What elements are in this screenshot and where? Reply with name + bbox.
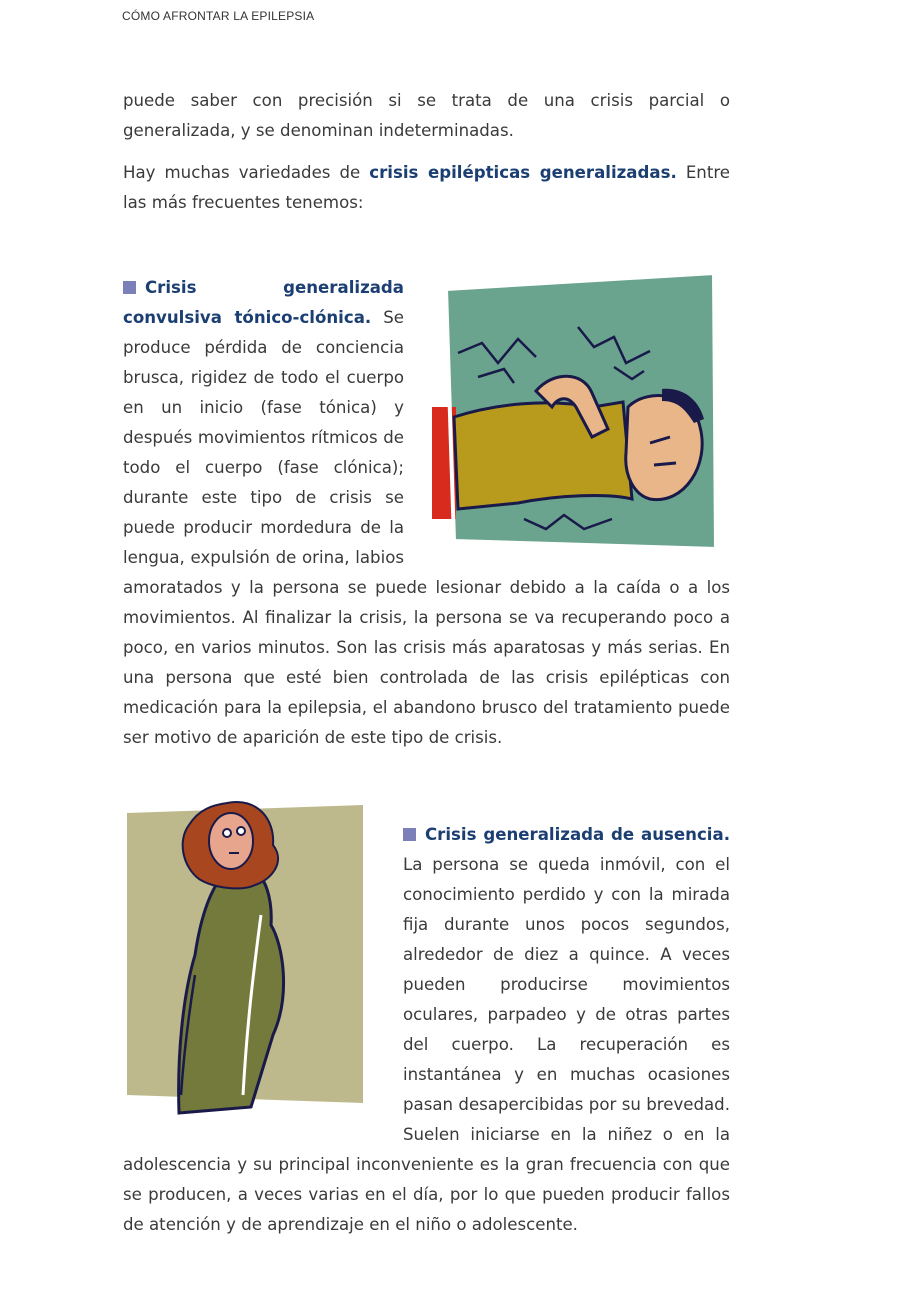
section-tonic-clonic: [123, 273, 730, 753]
section-body-absence: La persona se queda inmóvil, con el conocimiento perdido y con la mirada fija durante unos pocos segundos, alrededor de diez a quince. A veces pueden producirse movimientos oculares, parpadeo y de otras partes del cuerpo. La recuperación es instantánea y en muchas ocasiones pasan desapercibidas por su brevedad. Suelen iniciarse en la niñez o en la adolescencia y su principal inconveniente es la gran frecuencia con que se producen, a veces varias en el día, por lo que pueden producir fallos de atención y de aprendizaje en el niño o adolescente.: [123, 855, 730, 1234]
section-title-tonic-clonic: Crisis generalizada convulsiva tónico-clónica.: [123, 278, 404, 327]
convulsion-illustration: [418, 267, 730, 567]
section-title-absence: Crisis generalizada de ausencia.: [425, 825, 730, 844]
varieties-paragraph: [123, 158, 730, 218]
bullet-square-icon: [403, 828, 416, 841]
intro-paragraph: puede saber con precisión si se trata de una crisis parcial o generalizada, y se denominan indeterminadas.: [123, 91, 730, 140]
absence-illustration: [123, 795, 385, 1135]
varieties-text-after: Entre las más frecuentes tenemos:: [123, 163, 730, 212]
section-absence: [123, 820, 730, 1240]
running-header: CÓMO AFRONTAR LA EPILEPSIA: [122, 9, 315, 23]
varieties-highlight: crisis epilépticas generalizadas.: [369, 163, 677, 182]
section-body-tonic-clonic: Se produce pérdida de conciencia brusca, rigidez de todo el cuerpo en un inicio (fase tónica) y después movimientos rítmicos de todo el cuerpo (fase clónica); durante este tipo de crisis se puede producir mordedura de la lengua, expulsión de orina, labios amoratados y la persona se puede lesionar debido a la caída o a los movimientos. Al finalizar la crisis, la persona se va recuperando poco a poco, en varios minutos. Son las crisis más aparatosas y más serias. En una persona que esté bien controlada de las crisis epilépticas con medicación para la epilepsia, el abandono brusco del tratamiento puede ser motivo de aparición de este tipo de crisis.: [123, 308, 730, 747]
bullet-square-icon: [123, 281, 136, 294]
varieties-text-before: Hay muchas variedades de: [123, 163, 370, 182]
